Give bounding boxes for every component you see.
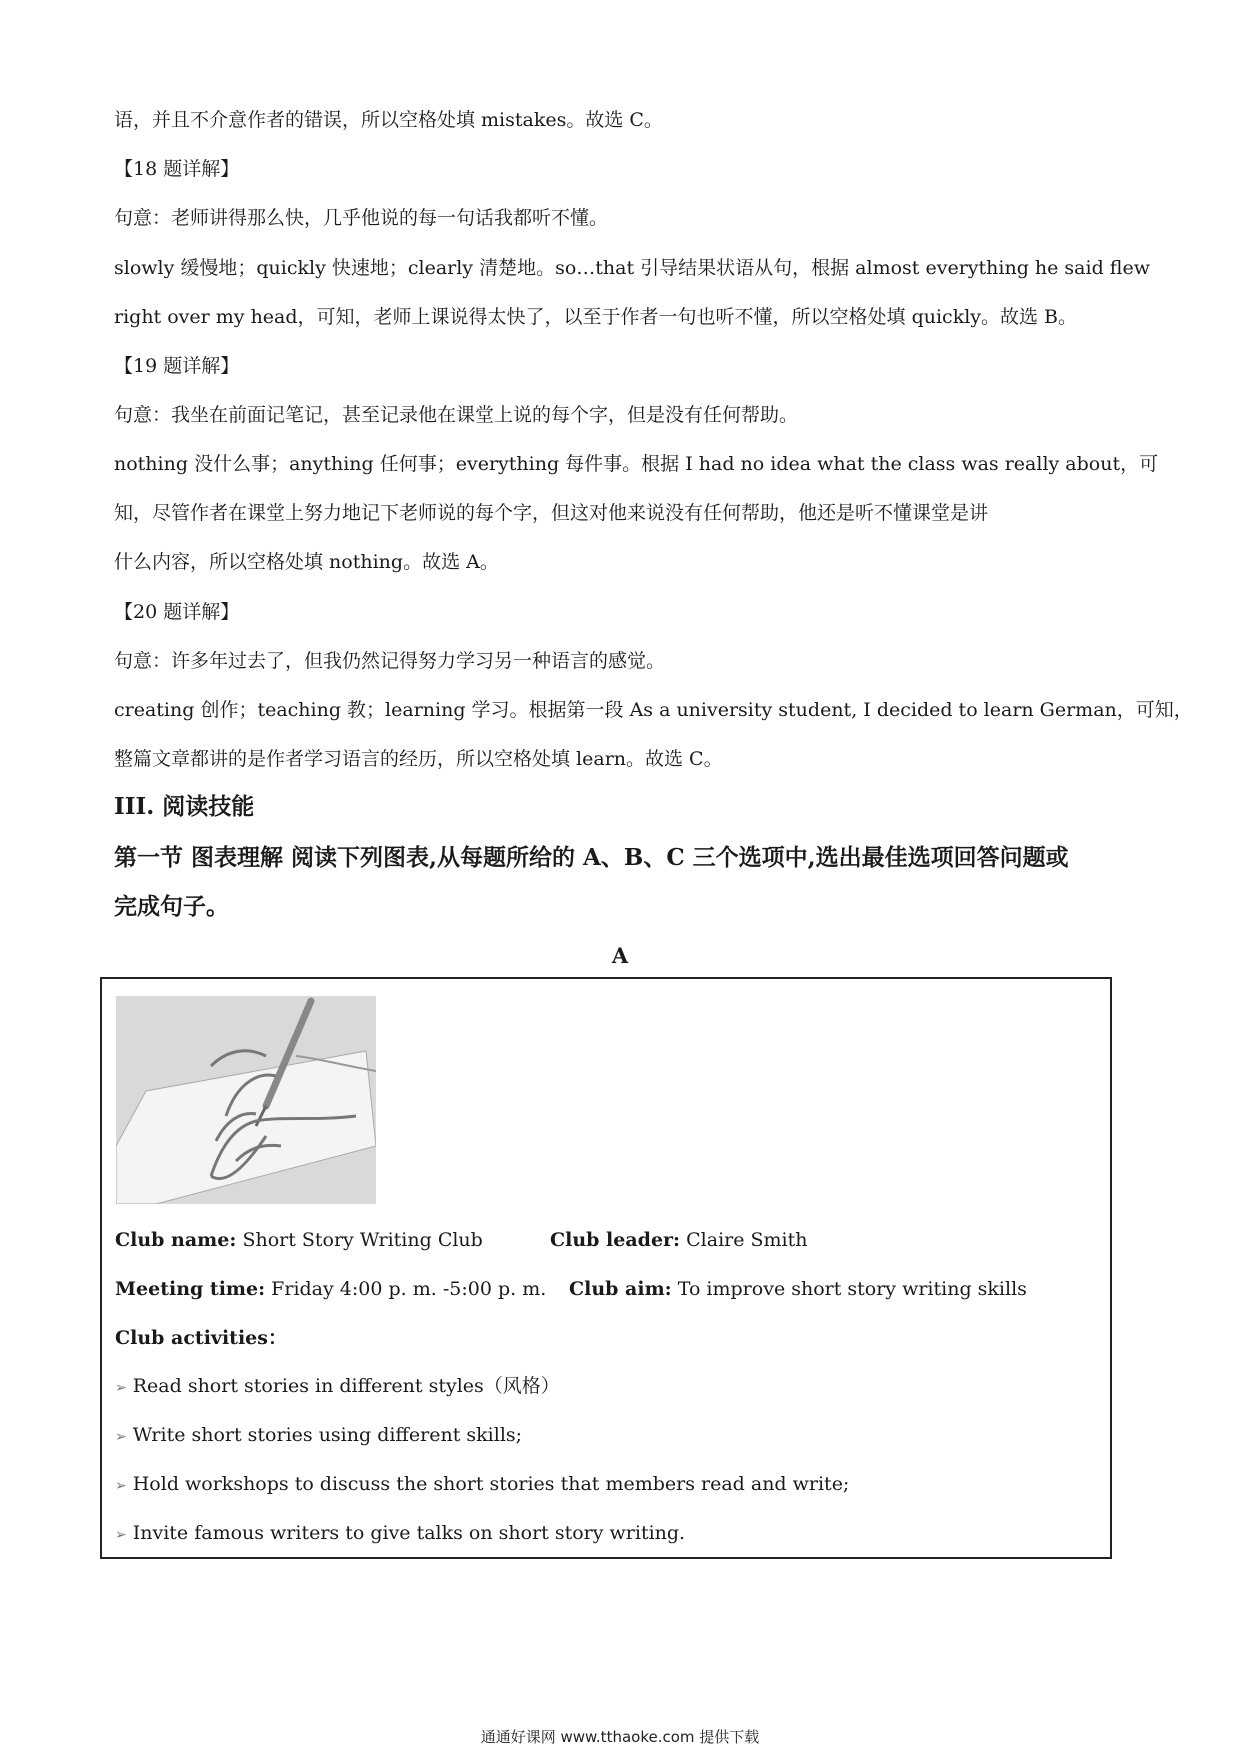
arrow-bullet-icon: ➢ xyxy=(115,1527,127,1543)
explanation-line: 句意：许多年过去了，但我仍然记得努力学习另一种语言的感觉。 xyxy=(114,650,666,672)
arrow-bullet-icon: ➢ xyxy=(115,1429,127,1445)
club-activities-heading xyxy=(115,1325,287,1351)
hand-writing-illustration xyxy=(116,996,376,1204)
club-leader-value: Claire Smith xyxy=(686,1229,808,1251)
explanation-line: nothing 没什么事；anything 任何事；everything 每件事。根据 I had no idea what the class was really about，可 xyxy=(114,453,1159,475)
passage-letter: A xyxy=(611,943,629,968)
explanation-line: creating 创作；teaching 教；learning 学习。根据第一段 As a university student, I decided to learn German，可知， xyxy=(114,699,1193,721)
activity-item xyxy=(115,1471,849,1499)
section-heading: III. 阅读技能 xyxy=(114,793,255,820)
meeting-time-value: Friday 4:00 p. m. -5:00 p. m. xyxy=(271,1278,547,1300)
explanation-line: 知，尽管作者在课堂上努力地记下老师说的每个字，但这对他来说没有任何帮助，他还是听不懂课堂是讲 xyxy=(114,502,989,524)
instruction-line: 第一节 图表理解 阅读下列图表,从每题所给的 A、B、C 三个选项中,选出最佳选项回答问题或 xyxy=(114,844,1069,871)
explanation-line: 整篇文章都讲的是作者学习语言的经历，所以空格处填 learn。故选 C。 xyxy=(114,748,723,770)
club-name-label: Club name: xyxy=(115,1229,237,1251)
activity-text: Hold workshops to discuss the short stories that members read and write; xyxy=(132,1473,850,1495)
club-aim-value: To improve short story writing skills xyxy=(677,1278,1027,1300)
arrow-bullet-icon: ➢ xyxy=(115,1478,127,1494)
activity-text: Write short stories using different skills; xyxy=(132,1424,523,1446)
explanation-line: slowly 缓慢地；quickly 快速地；clearly 清楚地。so…that 引导结果状语从句，根据 almost everything he said flew xyxy=(114,257,1150,279)
club-poster xyxy=(100,977,1112,1559)
explanation-line: 语，并且不介意作者的错误，所以空格处填 mistakes。故选 C。 xyxy=(114,109,663,131)
instruction-line: 完成句子。 xyxy=(114,893,229,920)
activity-item xyxy=(115,1422,522,1450)
activity-text: Invite famous writers to give talks on short story writing. xyxy=(132,1522,686,1544)
meeting-time-label: Meeting time: xyxy=(115,1278,266,1300)
club-name-value: Short Story Writing Club xyxy=(242,1229,483,1251)
arrow-bullet-icon: ➢ xyxy=(115,1380,127,1396)
question-19-heading: 【19 题详解】 xyxy=(114,355,240,377)
explanation-line: 句意：我坐在前面记笔记，甚至记录他在课堂上说的每个字，但是没有任何帮助。 xyxy=(114,404,799,426)
club-leader-field xyxy=(550,1227,808,1253)
page-footer: 通通好课网 www.tthaoke.com 提供下载 xyxy=(480,1728,760,1746)
explanation-line: 什么内容，所以空格处填 nothing。故选 A。 xyxy=(114,551,499,573)
question-18-heading: 【18 题详解】 xyxy=(114,158,240,180)
meeting-time-field xyxy=(115,1276,546,1302)
question-20-heading: 【20 题详解】 xyxy=(114,601,240,623)
activity-item xyxy=(115,1520,685,1548)
club-aim-label: Club aim: xyxy=(569,1278,672,1300)
explanation-line: right over my head，可知，老师上课说得太快了，以至于作者一句也听不懂，所以空格处填 quickly。故选 B。 xyxy=(114,306,1078,328)
explanation-line: 句意：老师讲得那么快，几乎他说的每一句话我都听不懂。 xyxy=(114,207,609,229)
club-leader-label: Club leader: xyxy=(550,1229,681,1251)
activity-text: Read short stories in different styles（风格） xyxy=(132,1375,560,1397)
club-activities-label: Club activities： xyxy=(115,1327,287,1349)
hand-writing-icon xyxy=(116,996,376,1204)
club-aim-field xyxy=(569,1276,1027,1302)
activity-item xyxy=(115,1373,560,1401)
club-name-field xyxy=(115,1227,483,1253)
